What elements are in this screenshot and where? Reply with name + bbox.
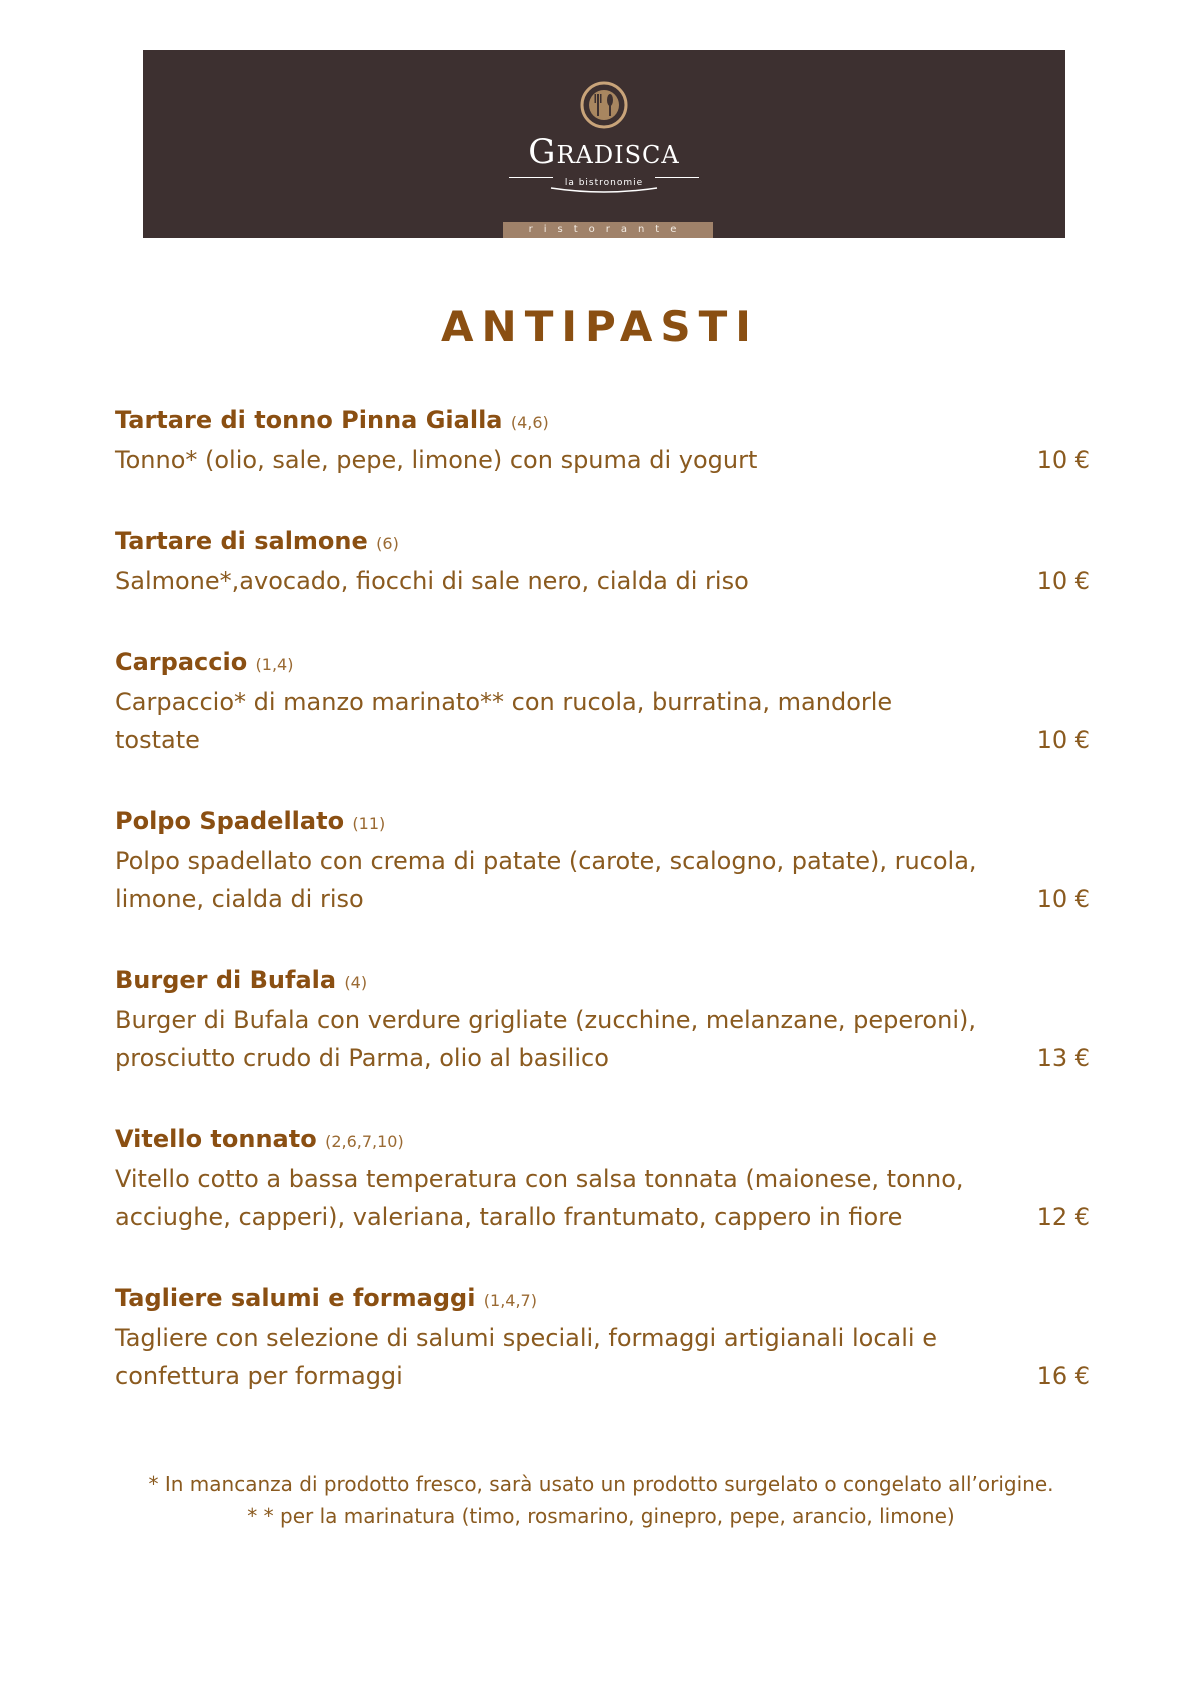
item-name: Burger di Bufala bbox=[115, 966, 337, 994]
item-body bbox=[115, 842, 1090, 918]
brand-tagline: la bistronomie bbox=[564, 178, 644, 188]
cutlery-plate-icon bbox=[579, 80, 629, 130]
item-allergens: (2,6,7,10) bbox=[325, 1132, 404, 1151]
item-name: Carpaccio bbox=[115, 648, 248, 676]
item-allergens: (4) bbox=[344, 973, 368, 992]
item-title bbox=[115, 402, 1090, 441]
item-price: 12 € bbox=[1036, 1203, 1090, 1231]
item-description: Salmone*,avocado, fiocchi di sale nero, cialda di riso bbox=[115, 567, 749, 595]
menu-item bbox=[115, 1280, 1090, 1395]
item-name: Polpo Spadellato bbox=[115, 807, 345, 835]
menu-item bbox=[115, 803, 1090, 918]
item-title bbox=[115, 1121, 1090, 1160]
item-title bbox=[115, 962, 1090, 1001]
menu-item bbox=[115, 523, 1090, 600]
divider-line bbox=[655, 177, 699, 178]
item-body bbox=[115, 683, 1090, 759]
item-allergens: (11) bbox=[352, 814, 386, 833]
menu-item bbox=[115, 1121, 1090, 1236]
menu-item bbox=[115, 962, 1090, 1077]
item-price: 13 € bbox=[1036, 1044, 1090, 1072]
item-price: 10 € bbox=[1036, 885, 1090, 913]
brand-tagline-row bbox=[509, 170, 699, 188]
item-body bbox=[115, 441, 1090, 479]
brand-logo bbox=[143, 80, 1065, 194]
menu-item bbox=[115, 402, 1090, 479]
item-allergens: (1,4) bbox=[255, 655, 294, 674]
item-description: Tonno* (olio, sale, pepe, limone) con spuma di yogurt bbox=[115, 446, 758, 474]
item-name: Vitello tonnato bbox=[115, 1125, 317, 1153]
footnotes bbox=[120, 1468, 1082, 1532]
item-title bbox=[115, 803, 1090, 842]
menu-list bbox=[115, 402, 1090, 1439]
item-allergens: (4,6) bbox=[510, 413, 549, 432]
ristorante-ribbon: ristorante bbox=[503, 222, 713, 238]
item-description: Carpaccio* di manzo marinato** con rucola, burratina, mandorle tostate bbox=[115, 688, 893, 754]
item-description: Vitello cotto a bassa temperatura con salsa tonnata (maionese, tonno, acciughe, capperi), valeriana, tarallo frantumato, cappero in fiore bbox=[115, 1165, 964, 1231]
footnote-frozen: * In mancanza di prodotto fresco, sarà usato un prodotto surgelato o congelato all’origine. bbox=[148, 1472, 1054, 1496]
brand-name: Gradisca bbox=[528, 132, 680, 172]
item-description: Tagliere con selezione di salumi speciali, formaggi artigianali locali e confettura per formaggi bbox=[115, 1324, 937, 1390]
item-description: Polpo spadellato con crema di patate (carote, scalogno, patate), rucola, limone, cialda di riso bbox=[115, 847, 977, 913]
item-title bbox=[115, 644, 1090, 683]
item-allergens: (1,4,7) bbox=[483, 1291, 537, 1310]
item-body bbox=[115, 1001, 1090, 1077]
item-price: 10 € bbox=[1036, 567, 1090, 595]
item-body bbox=[115, 562, 1090, 600]
item-body bbox=[115, 1160, 1090, 1236]
item-name: Tartare di tonno Pinna Gialla bbox=[115, 406, 503, 434]
header-banner bbox=[143, 50, 1065, 238]
section-title: ANTIPASTI bbox=[441, 302, 759, 351]
item-title bbox=[115, 523, 1090, 562]
item-description: Burger di Bufala con verdure grigliate (zucchine, melanzane, peperoni), prosciutto crudo di Parma, olio al basilico bbox=[115, 1006, 976, 1072]
item-title bbox=[115, 1280, 1090, 1319]
item-price: 10 € bbox=[1036, 726, 1090, 754]
item-allergens: (6) bbox=[376, 534, 399, 553]
menu-item bbox=[115, 644, 1090, 759]
item-body bbox=[115, 1319, 1090, 1395]
item-name: Tartare di salmone bbox=[115, 527, 368, 555]
item-price: 16 € bbox=[1036, 1362, 1090, 1390]
footnote-marinade: * * per la marinatura (timo, rosmarino, ginepro, pepe, arancio, limone) bbox=[247, 1504, 955, 1528]
divider-line bbox=[509, 177, 553, 178]
item-name: Tagliere salumi e formaggi bbox=[115, 1284, 476, 1312]
item-price: 10 € bbox=[1036, 446, 1090, 474]
